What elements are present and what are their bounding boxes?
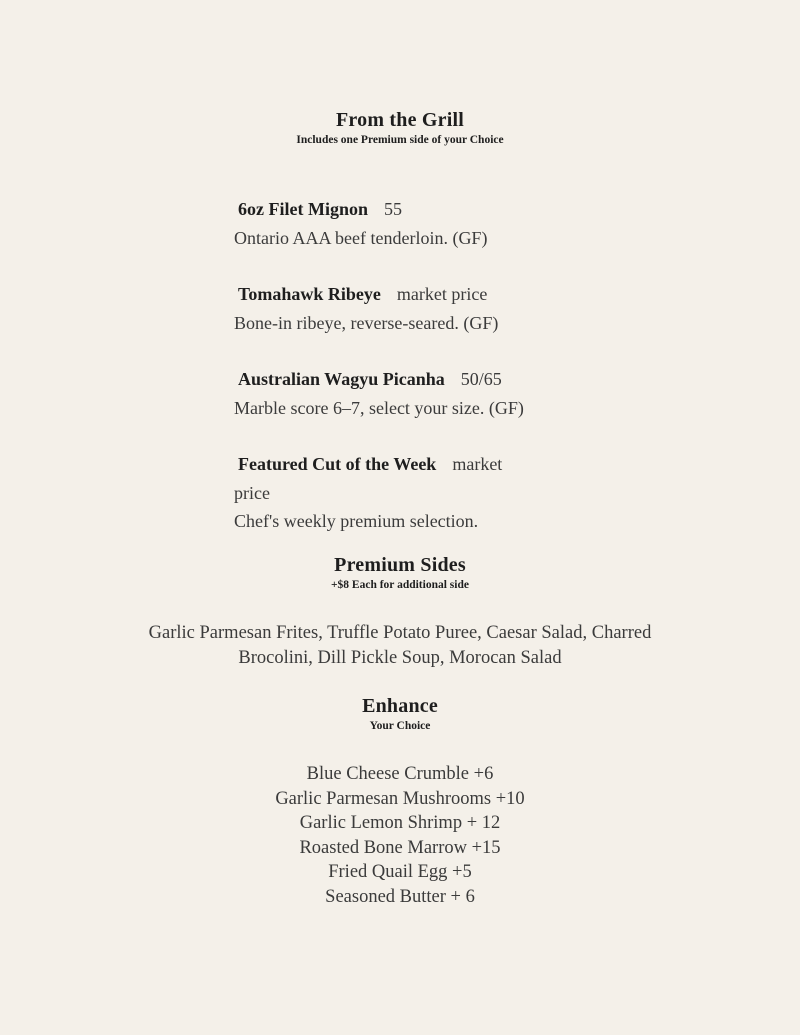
enhance-item: Fried Quail Egg +5: [328, 862, 472, 882]
menu-item-tomahawk-ribeye: [234, 280, 534, 337]
enhance-item: Roasted Bone Marrow +15: [299, 837, 501, 858]
enhance-item: Seasoned Butter + 6: [325, 886, 475, 907]
sides-section-header: [0, 553, 800, 593]
menu-item-name: Tomahawk Ribeye: [238, 284, 381, 304]
menu-item-heading: [234, 280, 534, 309]
grill-section-header: [0, 108, 800, 148]
sides-title: Premium Sides: [334, 554, 466, 576]
menu-item-description: Marble score 6–7, select your size. (GF): [234, 397, 524, 418]
menu-item-heading: [234, 195, 534, 224]
menu-item-featured-cut: [234, 450, 526, 536]
grill-title: From the Grill: [336, 109, 464, 131]
menu-item-price: 55: [383, 199, 402, 219]
enhance-item: Blue Cheese Crumble +6: [306, 764, 494, 784]
menu-item-price: market price: [396, 284, 488, 304]
enhance-list: [0, 762, 800, 909]
menu-item-name: 6oz Filet Mignon: [238, 199, 368, 219]
enhance-item: Garlic Parmesan Mushrooms +10: [275, 788, 525, 809]
menu-item-price: 50/65: [460, 369, 502, 389]
sides-subtitle: +$8 Each for additional side: [331, 579, 469, 591]
menu-item-wagyu-picanha: [234, 365, 534, 422]
menu-item-heading: [234, 450, 526, 507]
menu-item-price: market price: [234, 454, 503, 503]
menu-item-description: Bone-in ribeye, reverse-seared. (GF): [234, 312, 499, 333]
menu-item-name: Australian Wagyu Picanha: [238, 369, 445, 389]
enhance-section-header: [0, 694, 800, 734]
enhance-title: Enhance: [362, 695, 438, 717]
grill-subtitle: Includes one Premium side of your Choice: [296, 134, 504, 146]
menu-item-heading: [234, 365, 534, 394]
menu-item-name: Featured Cut of the Week: [238, 454, 437, 474]
menu-item-description: Ontario AAA beef tenderloin. (GF): [234, 227, 488, 248]
enhance-item: Garlic Lemon Shrimp + 12: [299, 813, 501, 833]
enhance-subtitle: Your Choice: [369, 720, 431, 732]
menu-item-filet-mignon: [234, 195, 534, 252]
sides-list-text: Garlic Parmesan Frites, Truffle Potato Puree, Caesar Salad, Charred Brocolini, Dill Pickle Soup, Morocan Salad: [148, 623, 652, 668]
menu-item-description: Chef's weekly premium selection.: [234, 511, 479, 531]
